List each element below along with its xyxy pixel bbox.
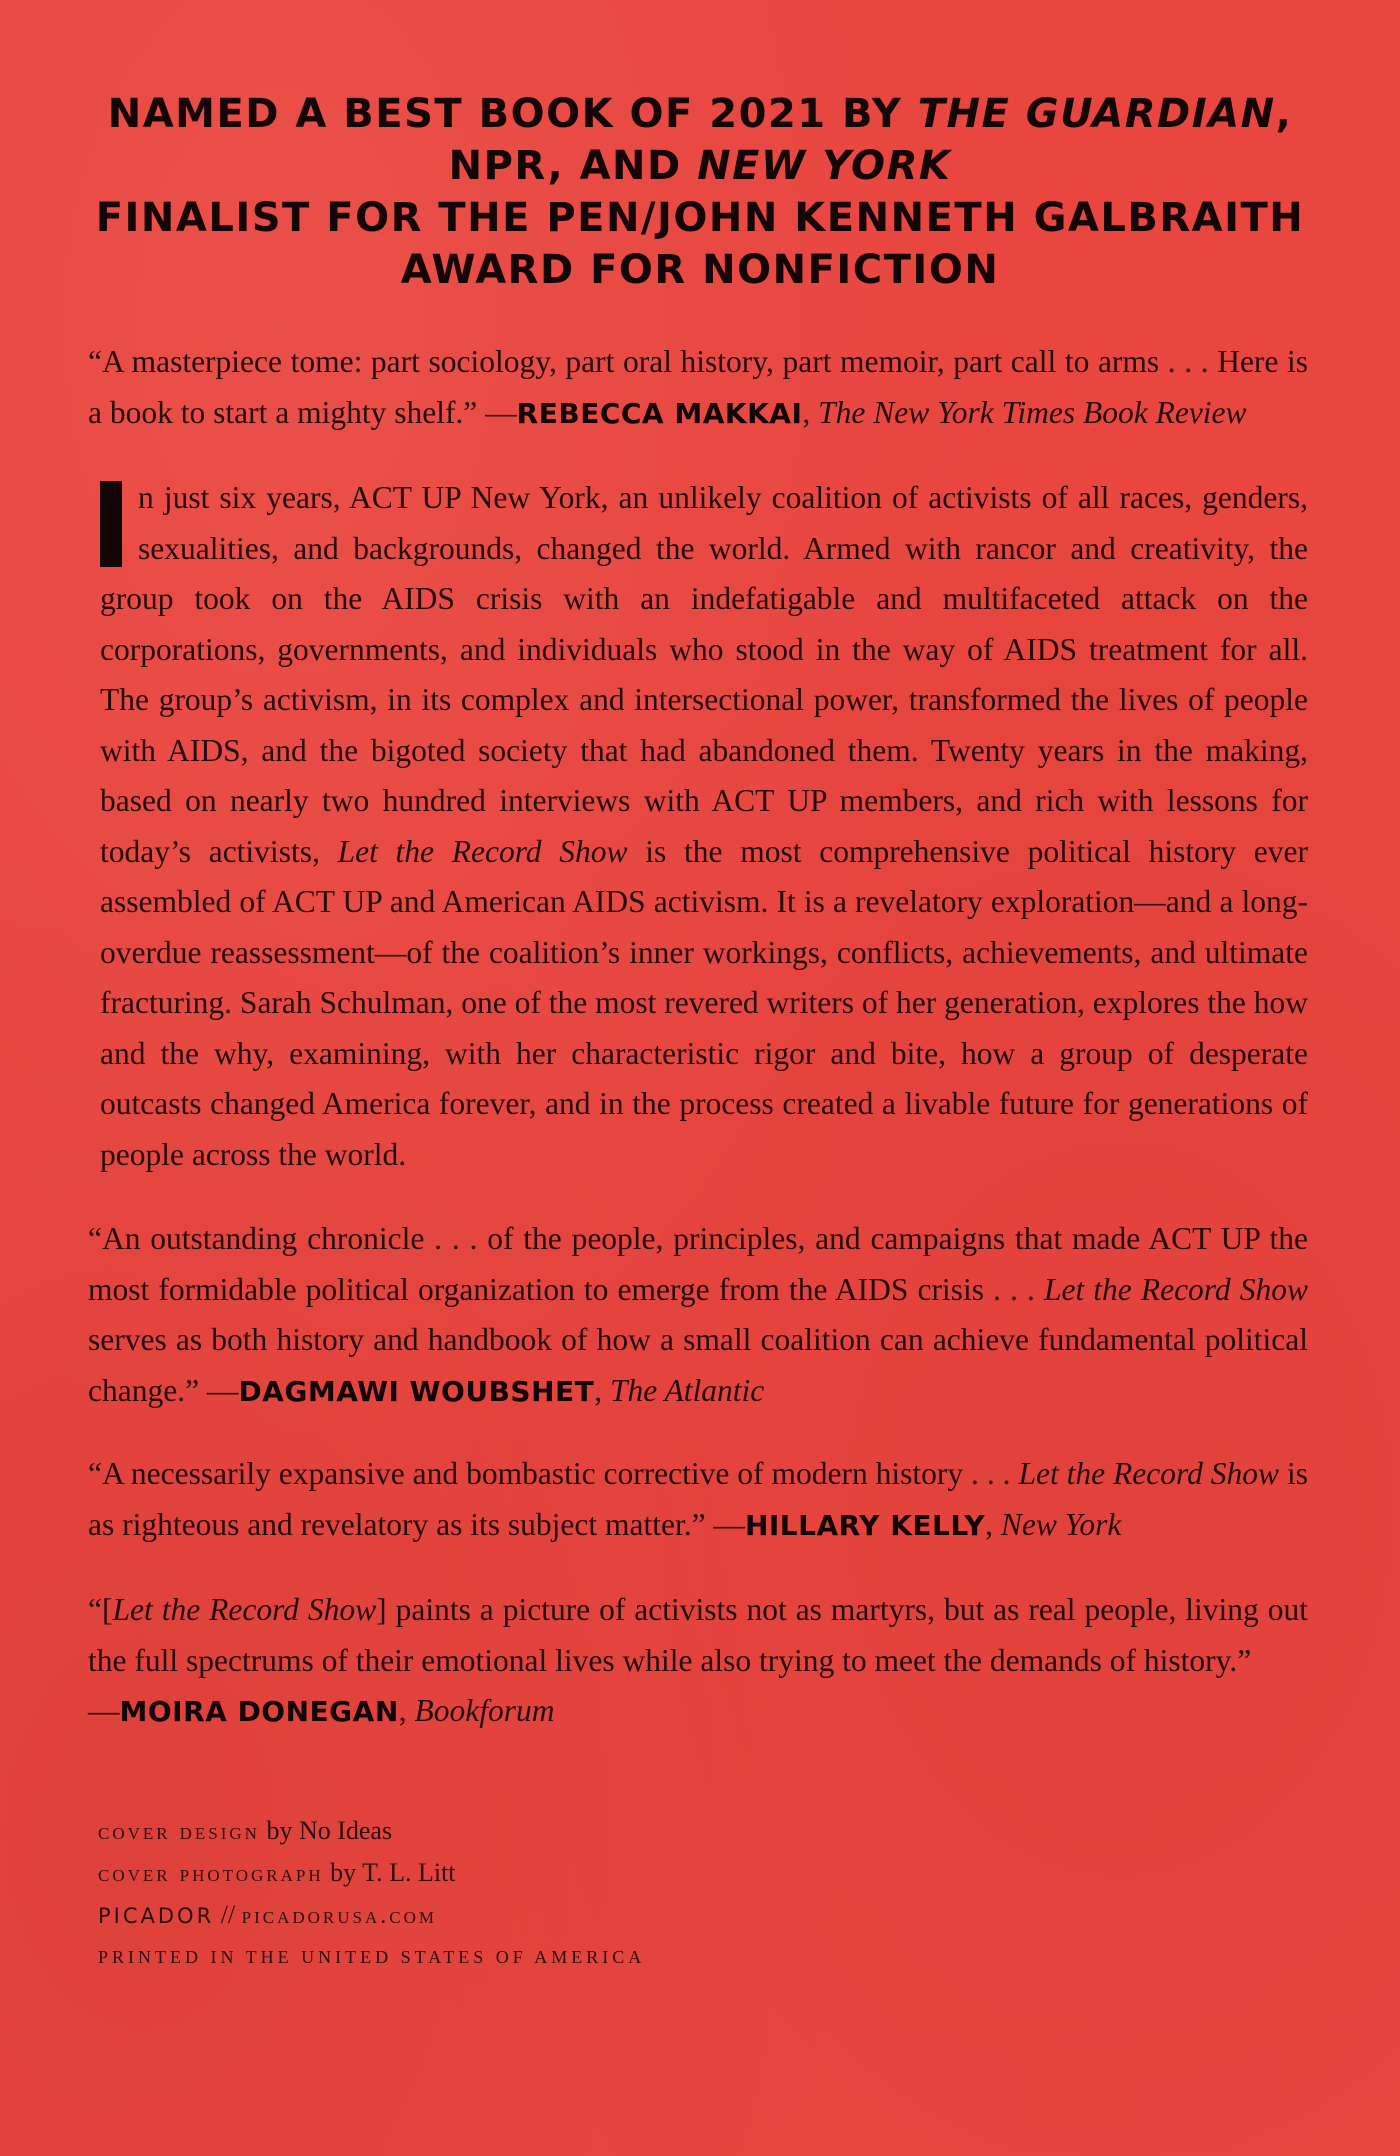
book-description: [100, 473, 1308, 1180]
description-part-1: n just six years, ACT UP New York, an unlikely coalition of activists of all races, genders, sexualities, and backgrounds, changed the world. Armed with rancor and creativity, the group took on the AIDS crisis with an indefatigable and multifaceted attack on the corporations, governments, and individuals who stood in the way of AIDS treatment for all. The group’s activism, in its complex and intersectional power, transformed the lives of people with AIDS, and the bigoted society that had abandoned them. Twenty years in the making, based on nearly two hundred interviews with ACT UP members, and rich with lessons for today’s activists,: [100, 480, 1308, 869]
blurb-author: HILLARY KELLY: [744, 1508, 986, 1542]
headline-line-3: FINALIST FOR THE PEN/JOHN KENNETH GALBRAITH: [95, 195, 1305, 241]
cover-photo-credit: cover photograph by T. L. Litt: [98, 1858, 456, 1887]
cover-design-credit: cover design by No Ideas: [98, 1816, 393, 1845]
blurb-donegan: “[Let the Record Show] paints a picture of activists not as martyrs, but as real people, living out the full spectrums of their emotional lives while also trying to meet the demands of history.” —MOIRA DONEGAN, Bookforum: [88, 1592, 1308, 1728]
printed-in: PRINTED IN THE UNITED STATES OF AMERICA: [98, 1947, 646, 1967]
blurb-author: MOIRA DONEGAN: [119, 1695, 399, 1728]
book-title: Let the Record Show: [112, 1592, 377, 1627]
award-headline: [80, 88, 1320, 296]
book-title: Let the Record Show: [337, 833, 628, 869]
blurb-kelly: “A necessarily expansive and bombastic corrective of modern history . . . Let the Record Show is as righteous and revelatory as its subject matter.” —HILLARY KELLY, New York: [88, 1456, 1308, 1542]
publisher-website: picadorusa.com: [241, 1903, 438, 1929]
blurb-woubshet: “An outstanding chronicle . . . of the people, principles, and campaigns that made ACT UP the most formidable political organization to emerge from the AIDS crisis . . . Let the Record Show serves as both history and handbook of how a small coalition can achieve fundamental political change.” —DAGMAWI WOUBSHET, The Atlantic: [88, 1221, 1308, 1408]
blurb-author: DAGMAWI WOUBSHET: [238, 1374, 595, 1408]
headline-line-2: NPR, AND NEW YORK: [448, 143, 952, 189]
blurb-source: The Atlantic: [610, 1372, 765, 1408]
blurb-text: “A masterpiece tome: part sociology, part oral history, part memoir, part call to arms . . . Here is a book to start a mighty shelf.” —: [88, 344, 1308, 430]
credits: [98, 1810, 645, 1978]
drop-cap-i: [100, 481, 122, 567]
headline-line-1: NAMED A BEST BOOK OF 2021 BY THE GUARDIAN,: [107, 91, 1293, 137]
book-title: Let the Record Show: [1018, 1456, 1280, 1491]
headline-guardian: THE GUARDIAN: [917, 91, 1276, 137]
blurb-source: Bookforum: [414, 1693, 555, 1728]
book-title: Let the Record Show: [1043, 1271, 1308, 1307]
blurb-makkai: “A masterpiece tome: part sociology, part oral history, part memoir, part call to arms . . . Here is a book to start a mighty shelf.” —REBECCA MAKKAI, The New York Times Book Review: [88, 344, 1308, 430]
blurb-author: REBECCA MAKKAI: [516, 396, 803, 430]
publisher-line: PICADOR // picadorusa.com: [98, 1900, 438, 1929]
description-part-2: is the most comprehensive political history ever assembled of ACT UP and American AIDS activism. It is a revelatory exploration—and a long-overdue reassessment—of the coalition’s inner workings, conflicts, achievements, and ultimate fracturing. Sarah Schulman, one of the most revered writers of her generation, explores the how and the why, examining, with her characteristic rigor and bite, how a group of desperate outcasts changed America forever, and in the process created a livable future for generations of people across the world.: [100, 833, 1308, 1172]
headline-new-york: NEW YORK: [697, 143, 952, 189]
blurb-source: The New York Times Book Review: [818, 394, 1247, 430]
blurb-source: New York: [1000, 1506, 1122, 1542]
headline-line-4: AWARD FOR NONFICTION: [400, 247, 1000, 293]
publisher-name: PICADOR: [98, 1904, 215, 1928]
